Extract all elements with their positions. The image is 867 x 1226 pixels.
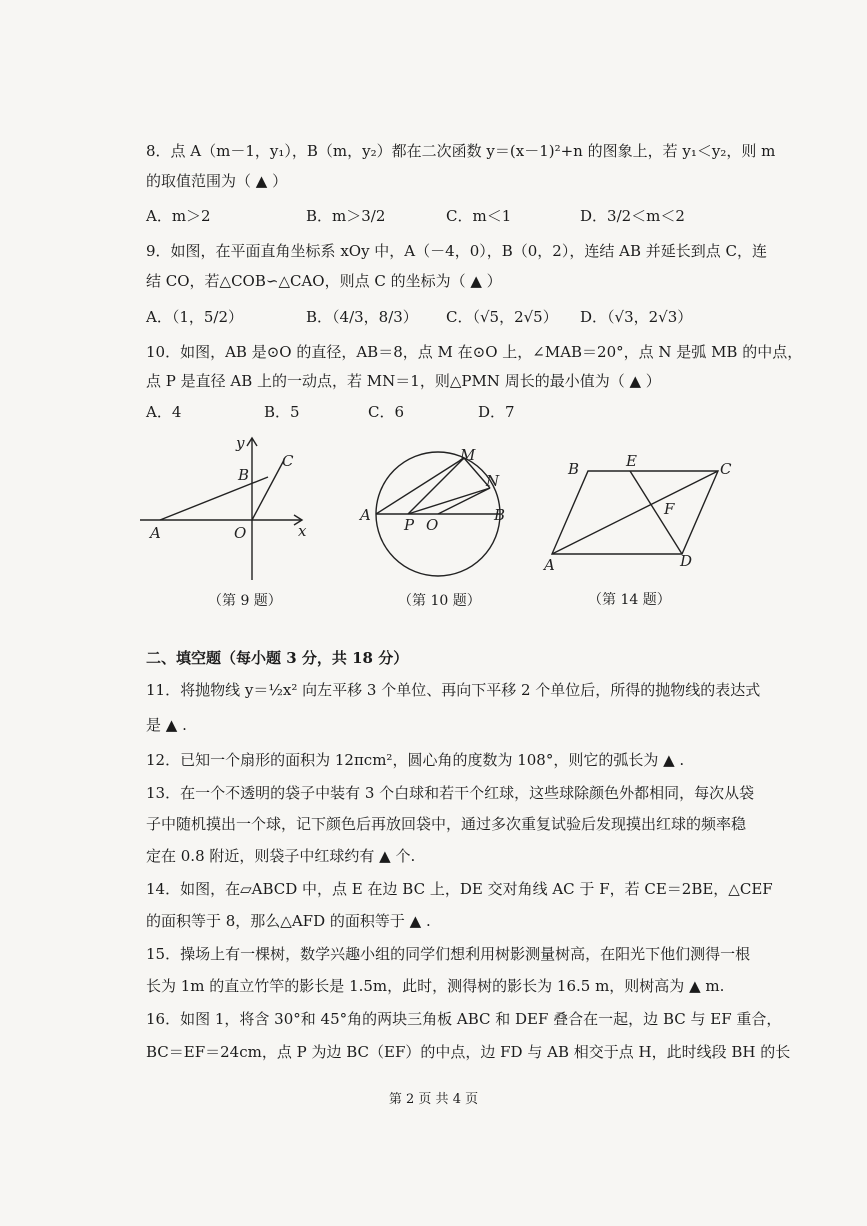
q8-option-d: D．3/2＜m＜2: [580, 207, 685, 225]
q9-option-b: B．（4/3，8/3）: [306, 308, 418, 326]
fig9-label-c: C: [282, 452, 294, 470]
fig10-label-m: M: [460, 446, 476, 464]
fig14-label-c: C: [720, 460, 732, 478]
q13-line1: 13．在一个不透明的袋子中装有 3 个白球和若干个红球，这些球除颜色外都相同，每次从袋: [146, 784, 755, 802]
q8-option-c: C．m＜1: [446, 207, 512, 225]
q10-line1: 10．如图，AB 是⊙O 的直径，AB＝8，点 M 在⊙O 上，∠MAB＝20°，点 N 是弧 MB 的中点，: [146, 343, 803, 361]
fig14-label-a: A: [544, 556, 555, 574]
fig10-label-n: N: [486, 472, 500, 490]
q8-line2: 的取值范围为（ ▲ ）: [146, 172, 288, 190]
q16-line2: BC＝EF＝24cm，点 P 为边 BC（EF）的中点，边 FD 与 AB 相交于点 H，此时线段 BH 的长: [146, 1043, 791, 1061]
q8-option-b: B．m＞3/2: [306, 207, 386, 225]
figure-9: [140, 438, 302, 580]
q13-line3: 定在 0.8 附近，则袋子中红球约有 ▲ 个.: [146, 847, 416, 865]
q9-option-d: D．（√3，2√3）: [580, 308, 693, 326]
q12-line1: 12．已知一个扇形的面积为 12πcm²，圆心角的度数为 108°，则它的弧长为 ▲ .: [146, 751, 685, 769]
fig14-label-d: D: [680, 552, 693, 570]
figures-area: [0, 430, 867, 590]
fig14-label-f: F: [664, 500, 675, 518]
q9-option-c: C．（√5，2√5）: [446, 308, 558, 326]
page-footer: 第 2 页 共 4 页: [388, 1092, 479, 1107]
q11-line2: 是 ▲ .: [146, 716, 187, 734]
q10-option-c: C．6: [368, 403, 405, 421]
fig9-label-y: y: [236, 434, 245, 452]
q16-line1: 16．如图 1，将含 30°和 45°角的两块三角板 ABC 和 DEF 叠合在一起，边 BC 与 EF 重合，: [146, 1010, 782, 1028]
q15-line1: 15．操场上有一棵树，数学兴趣小组的同学们想利用树影测量树高，在阳光下他们测得一根: [146, 945, 751, 963]
q9-line1: 9．如图，在平面直角坐标系 xOy 中，A（－4，0），B（0，2），连结 AB 并延长到点 C，连: [146, 242, 767, 260]
fig10-label-p: P: [404, 516, 415, 534]
fig10-label-b: B: [494, 506, 506, 524]
q10-line2: 点 P 是直径 AB 上的一动点，若 MN＝1，则△PMN 周长的最小值为（ ▲ ）: [146, 372, 661, 390]
q9-option-a: A．（1，5/2）: [146, 308, 244, 326]
section-2-title: 二、填空题（每小题 3 分，共 18 分）: [146, 649, 409, 667]
fig10-label-a: A: [360, 506, 371, 524]
q10-option-b: B．5: [264, 403, 300, 421]
q14-line2: 的面积等于 8，那么△AFD 的面积等于 ▲ .: [146, 912, 431, 930]
q8-line1: 8．点 A（m－1，y₁），B（m，y₂）都在二次函数 y＝(x－1)²+n 的图象上，若 y₁＜y₂，则 m: [146, 142, 776, 160]
fig10-caption: （第 10 题）: [398, 593, 481, 609]
q9-line2: 结 CO，若△COB∽△CAO，则点 C 的坐标为（ ▲ ）: [146, 272, 502, 290]
q10-option-a: A．4: [146, 403, 182, 421]
fig9-label-o: O: [234, 524, 247, 542]
fig14-caption: （第 14 题）: [588, 592, 671, 608]
q13-line2: 子中随机摸出一个球，记下颜色后再放回袋中，通过多次重复试验后发现摸出红球的频率稳: [146, 815, 747, 833]
fig9-label-a: A: [150, 524, 161, 542]
q14-line1: 14．如图，在▱ABCD 中，点 E 在边 BC 上，DE 交对角线 AC 于 F，若 CE＝2BE，△CEF: [146, 880, 773, 898]
q11-line1: 11．将抛物线 y＝½x² 向左平移 3 个单位、再向下平移 2 个单位后，所得的抛物线的表达式: [146, 681, 761, 699]
fig14-label-b: B: [568, 460, 580, 478]
figure-14: [552, 471, 718, 554]
q15-line2: 长为 1m 的直立竹竿的影长是 1.5m，此时，测得树的影长为 16.5 m，则树高为 ▲ m.: [146, 977, 725, 995]
fig14-label-e: E: [626, 452, 637, 470]
fig9-label-b: B: [238, 466, 250, 484]
fig10-label-o: O: [426, 516, 439, 534]
q10-option-d: D．7: [478, 403, 515, 421]
figure-10: [376, 452, 500, 576]
fig9-caption: （第 9 题）: [208, 593, 282, 609]
fig9-label-x: x: [298, 522, 307, 540]
q8-option-a: A．m＞2: [146, 207, 211, 225]
